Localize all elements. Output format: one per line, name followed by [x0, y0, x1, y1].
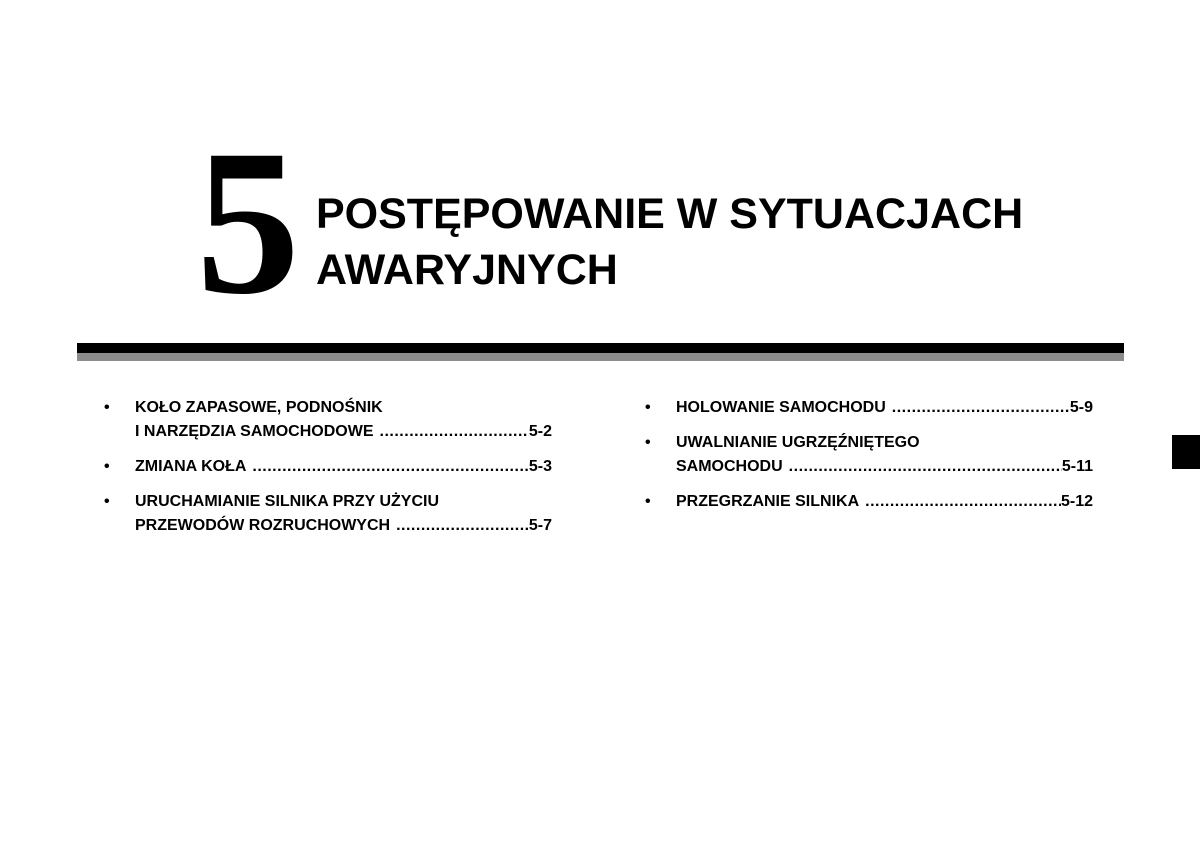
toc-right-column	[645, 396, 1093, 525]
toc-item-text: I NARZĘDZIA SAMOCHODOWE	[135, 423, 374, 440]
toc-item-entry	[676, 490, 1093, 514]
bullet: •	[104, 493, 110, 510]
dot-leader	[252, 455, 528, 479]
toc-item[interactable]	[104, 490, 552, 538]
bullet: •	[645, 399, 651, 416]
toc-item-entry	[676, 455, 1093, 479]
toc-item-heading	[135, 490, 552, 514]
toc-item-entry	[135, 514, 552, 538]
toc-item-page: 5-7	[528, 517, 552, 534]
bullet: •	[104, 399, 110, 416]
toc-item-entry	[135, 420, 552, 444]
chapter-title	[316, 186, 1023, 298]
toc-item[interactable]	[645, 431, 1093, 479]
dot-leader	[789, 455, 1062, 479]
toc-item-page: 5-3	[528, 458, 552, 475]
chapter-title-line-2: AWARYJNYCH	[316, 246, 618, 294]
bullet: •	[645, 434, 651, 451]
toc-item[interactable]	[104, 455, 552, 479]
toc-item[interactable]	[645, 396, 1093, 420]
dot-leader	[865, 490, 1061, 514]
toc-item-page: 5-11	[1061, 458, 1093, 475]
toc-item-text: ZMIANA KOŁA	[135, 458, 247, 475]
dot-leader	[380, 420, 529, 444]
bullet: •	[104, 458, 110, 475]
dot-leader	[892, 396, 1070, 420]
toc-left-column	[104, 396, 552, 549]
toc-item-text: SAMOCHODU	[676, 458, 783, 475]
toc-item[interactable]	[104, 396, 552, 444]
toc-item-text: HOLOWANIE SAMOCHODU	[676, 399, 886, 416]
chapter-title-line-1: POSTĘPOWANIE W SYTUACJACH	[316, 190, 1024, 238]
bullet: •	[645, 493, 651, 510]
toc-item-text: PRZEGRZANIE SILNIKA	[676, 493, 860, 510]
toc-item-page: 5-9	[1069, 399, 1093, 416]
chapter-number: 5	[196, 107, 300, 337]
toc-item-text: UWALNIANIE UGRZĘŹNIĘTEGO	[676, 434, 920, 451]
toc-item-page: 5-12	[1060, 493, 1093, 510]
dot-leader	[396, 514, 529, 538]
toc-item-entry	[135, 455, 552, 479]
toc-item-text: URUCHAMIANIE SILNIKA PRZY UŻYCIU	[135, 493, 440, 510]
toc-item-entry	[676, 396, 1093, 420]
title-rule	[77, 343, 1124, 353]
toc-item-page: 5-2	[528, 423, 552, 440]
toc-item-text: PRZEWODÓW ROZRUCHOWYCH	[135, 517, 391, 534]
toc-item[interactable]	[645, 490, 1093, 514]
toc-item-text: KOŁO ZAPASOWE, PODNOŚNIK	[135, 399, 383, 416]
chapter-side-tab	[1172, 435, 1200, 469]
toc-item-heading	[676, 431, 1093, 455]
toc-item-heading	[135, 396, 552, 420]
